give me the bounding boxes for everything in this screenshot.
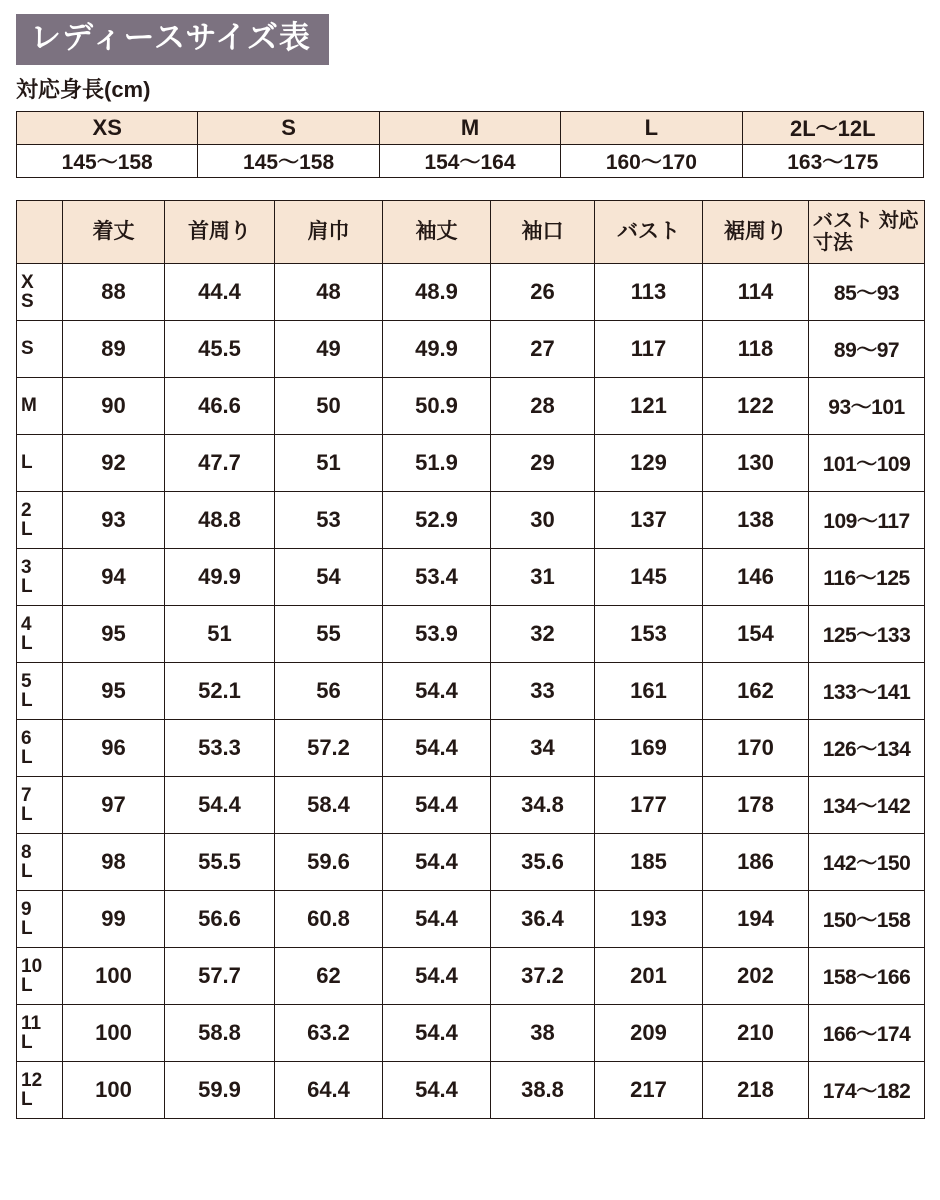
table-cell: 30 (491, 491, 595, 548)
row-size-label-line: M (21, 395, 37, 417)
measurement-table-body (17, 263, 925, 1118)
row-size-label-stack (21, 501, 62, 539)
row-size-label-stack (21, 1014, 62, 1052)
table-cell: 201 (595, 947, 703, 1004)
row-size-label (17, 605, 63, 662)
table-cell: 64.4 (275, 1061, 383, 1118)
table-cell: 210 (703, 1004, 809, 1061)
table-cell: 194 (703, 890, 809, 947)
cell-bust-fit-range: 126〜134 (809, 719, 925, 776)
table-cell: 44.4 (165, 263, 275, 320)
table-cell: 95 (63, 662, 165, 719)
table-cell: 54.4 (383, 662, 491, 719)
row-size-label-line: 7 (21, 784, 32, 806)
table-cell: 170 (703, 719, 809, 776)
row-size-label (17, 776, 63, 833)
row-size-label-line: S (21, 338, 34, 360)
row-size-label-line: L (21, 1088, 33, 1110)
cell-bust-fit-range: 125〜133 (809, 605, 925, 662)
row-size-label-line: 5 (21, 670, 32, 692)
row-size-label-line: L (21, 575, 33, 597)
measurement-table (16, 200, 925, 1119)
table-cell: 54.4 (383, 776, 491, 833)
height-header-xs: XS (17, 111, 198, 144)
table-cell: 92 (63, 434, 165, 491)
cell-bust-fit-range: 158〜166 (809, 947, 925, 1004)
cell-bust-fit-range: 142〜150 (809, 833, 925, 890)
row-size-label-line: L (21, 689, 33, 711)
table-row (17, 605, 925, 662)
table-cell: 122 (703, 377, 809, 434)
table-cell: 93 (63, 491, 165, 548)
table-cell: 53.3 (165, 719, 275, 776)
table-cell: 90 (63, 377, 165, 434)
measurement-header-susomawari: 裾周り (703, 200, 809, 263)
table-cell: 34 (491, 719, 595, 776)
cell-bust-fit-range: 109〜117 (809, 491, 925, 548)
table-cell: 52.9 (383, 491, 491, 548)
row-size-label (17, 263, 63, 320)
row-size-label-line: 10 (21, 955, 43, 977)
table-cell: 26 (491, 263, 595, 320)
table-row (17, 491, 925, 548)
table-row (17, 833, 925, 890)
row-size-label-stack (21, 1071, 62, 1109)
cell-bust-fit-range: 150〜158 (809, 890, 925, 947)
table-cell: 97 (63, 776, 165, 833)
row-size-label-line: 12 (21, 1069, 43, 1091)
height-header-l: L (561, 111, 742, 144)
table-cell: 49.9 (165, 548, 275, 605)
table-cell: 178 (703, 776, 809, 833)
table-cell: 49 (275, 320, 383, 377)
table-cell: 53 (275, 491, 383, 548)
table-cell: 100 (63, 1061, 165, 1118)
height-table-header-row (17, 111, 924, 144)
table-cell: 49.9 (383, 320, 491, 377)
table-cell: 54.4 (383, 947, 491, 1004)
cell-bust-fit-range: 101〜109 (809, 434, 925, 491)
cell-bust-fit-range: 174〜182 (809, 1061, 925, 1118)
table-cell: 98 (63, 833, 165, 890)
row-size-label (17, 1061, 63, 1118)
table-cell: 185 (595, 833, 703, 890)
table-cell: 100 (63, 947, 165, 1004)
row-size-label-line: L (21, 1031, 33, 1053)
table-cell: 137 (595, 491, 703, 548)
row-size-label-line: 8 (21, 841, 32, 863)
bust-fit-line-1: バスト (813, 209, 873, 232)
table-cell: 54.4 (383, 1004, 491, 1061)
table-cell: 121 (595, 377, 703, 434)
table-row (17, 434, 925, 491)
table-cell: 99 (63, 890, 165, 947)
row-size-label-line: 2 (21, 499, 32, 521)
row-size-label-stack (21, 273, 62, 311)
table-row (17, 947, 925, 1004)
table-cell: 186 (703, 833, 809, 890)
table-cell: 129 (595, 434, 703, 491)
table-cell: 56 (275, 662, 383, 719)
table-cell: 31 (491, 548, 595, 605)
table-cell: 88 (63, 263, 165, 320)
table-cell: 60.8 (275, 890, 383, 947)
row-size-label (17, 320, 63, 377)
cell-bust-fit-range: 85〜93 (809, 263, 925, 320)
table-cell: 146 (703, 548, 809, 605)
row-size-label-line: L (21, 746, 33, 768)
table-cell: 51.9 (383, 434, 491, 491)
cell-bust-fit-range: 134〜142 (809, 776, 925, 833)
table-cell: 193 (595, 890, 703, 947)
table-cell: 153 (595, 605, 703, 662)
table-cell: 217 (595, 1061, 703, 1118)
row-size-label (17, 377, 63, 434)
height-table (16, 111, 924, 178)
table-row (17, 320, 925, 377)
row-size-label-line: 9 (21, 898, 32, 920)
table-cell: 55.5 (165, 833, 275, 890)
table-cell: 38 (491, 1004, 595, 1061)
table-cell: 35.6 (491, 833, 595, 890)
table-cell: 57.2 (275, 719, 383, 776)
measurement-header-sodetake: 袖丈 (383, 200, 491, 263)
cell-bust-fit-range: 166〜174 (809, 1004, 925, 1061)
table-cell: 37.2 (491, 947, 595, 1004)
row-size-label (17, 434, 63, 491)
row-size-label-stack (21, 339, 62, 358)
table-cell: 63.2 (275, 1004, 383, 1061)
measurement-header-katahaba: 肩巾 (275, 200, 383, 263)
table-cell: 145 (595, 548, 703, 605)
table-cell: 48.8 (165, 491, 275, 548)
table-cell: 58.4 (275, 776, 383, 833)
row-size-label-stack (21, 729, 62, 767)
row-size-label-line: L (21, 803, 33, 825)
table-cell: 50.9 (383, 377, 491, 434)
table-cell: 45.5 (165, 320, 275, 377)
row-size-label-line: 6 (21, 727, 32, 749)
row-size-label-line: L (21, 860, 33, 882)
table-row (17, 548, 925, 605)
table-row (17, 1061, 925, 1118)
row-size-label-line: L (21, 452, 33, 474)
row-size-label-line: 4 (21, 613, 32, 635)
table-row (17, 719, 925, 776)
table-cell: 177 (595, 776, 703, 833)
cell-bust-fit-range: 93〜101 (809, 377, 925, 434)
table-cell: 54.4 (383, 890, 491, 947)
table-cell: 48 (275, 263, 383, 320)
row-size-label (17, 947, 63, 1004)
height-value-m: 154〜164 (379, 144, 560, 177)
row-size-label-line: L (21, 632, 33, 654)
table-cell: 169 (595, 719, 703, 776)
height-value-xs: 145〜158 (17, 144, 198, 177)
table-cell: 54.4 (383, 1061, 491, 1118)
row-size-label-stack (21, 786, 62, 824)
table-cell: 50 (275, 377, 383, 434)
measurement-header-bust-fit (809, 200, 925, 263)
table-cell: 32 (491, 605, 595, 662)
measurement-header-kubimawari: 首周り (165, 200, 275, 263)
measurement-corner-cell (17, 200, 63, 263)
row-size-label-line: L (21, 974, 33, 996)
table-cell: 114 (703, 263, 809, 320)
table-row (17, 263, 925, 320)
table-cell: 33 (491, 662, 595, 719)
measurement-header-row (17, 200, 925, 263)
row-size-label-stack (21, 843, 62, 881)
table-cell: 162 (703, 662, 809, 719)
table-cell: 47.7 (165, 434, 275, 491)
row-size-label-line: L (21, 518, 33, 540)
table-cell: 36.4 (491, 890, 595, 947)
row-size-label-stack (21, 615, 62, 653)
table-cell: 218 (703, 1061, 809, 1118)
table-cell: 54 (275, 548, 383, 605)
table-cell: 34.8 (491, 776, 595, 833)
table-cell: 48.9 (383, 263, 491, 320)
table-cell: 130 (703, 434, 809, 491)
table-cell: 58.8 (165, 1004, 275, 1061)
table-cell: 51 (165, 605, 275, 662)
row-size-label (17, 719, 63, 776)
measurement-header-bust: バスト (595, 200, 703, 263)
height-section-label: 対応身長(cm) (16, 76, 151, 102)
table-cell: 55 (275, 605, 383, 662)
table-cell: 89 (63, 320, 165, 377)
height-table-value-row (17, 144, 924, 177)
table-cell: 52.1 (165, 662, 275, 719)
table-cell: 138 (703, 491, 809, 548)
table-cell: 51 (275, 434, 383, 491)
measurement-header-sodeguchi: 袖口 (491, 200, 595, 263)
table-cell: 96 (63, 719, 165, 776)
height-value-2l-12l: 163〜175 (742, 144, 923, 177)
row-size-label (17, 491, 63, 548)
table-row (17, 662, 925, 719)
table-cell: 209 (595, 1004, 703, 1061)
table-cell: 54.4 (165, 776, 275, 833)
height-header-s: S (198, 111, 379, 144)
bust-fit-line-2: 対応寸法 (813, 209, 919, 254)
table-cell: 154 (703, 605, 809, 662)
table-cell: 95 (63, 605, 165, 662)
row-size-label-stack (21, 900, 62, 938)
height-value-l: 160〜170 (561, 144, 742, 177)
row-size-label-line: 3 (21, 556, 32, 578)
row-size-label (17, 833, 63, 890)
table-cell: 27 (491, 320, 595, 377)
height-header-2l-12l: 2L〜12L (742, 111, 923, 144)
table-cell: 59.6 (275, 833, 383, 890)
row-size-label (17, 662, 63, 719)
table-cell: 54.4 (383, 833, 491, 890)
row-size-label-stack (21, 672, 62, 710)
table-cell: 94 (63, 548, 165, 605)
table-cell: 53.9 (383, 605, 491, 662)
table-cell: 54.4 (383, 719, 491, 776)
table-cell: 28 (491, 377, 595, 434)
table-row (17, 890, 925, 947)
cell-bust-fit-range: 133〜141 (809, 662, 925, 719)
table-cell: 53.4 (383, 548, 491, 605)
row-size-label-stack (21, 453, 62, 472)
table-row (17, 377, 925, 434)
table-cell: 59.9 (165, 1061, 275, 1118)
height-header-m: M (379, 111, 560, 144)
cell-bust-fit-range: 116〜125 (809, 548, 925, 605)
row-size-label-stack (21, 558, 62, 596)
row-size-label-stack (21, 957, 62, 995)
row-size-label-line: 11 (21, 1012, 42, 1034)
height-value-s: 145〜158 (198, 144, 379, 177)
row-size-label (17, 548, 63, 605)
row-size-label-stack (21, 396, 62, 415)
measurement-header-kitake: 着丈 (63, 200, 165, 263)
table-cell: 100 (63, 1004, 165, 1061)
table-row (17, 776, 925, 833)
table-cell: 62 (275, 947, 383, 1004)
table-cell: 117 (595, 320, 703, 377)
row-size-label (17, 890, 63, 947)
table-cell: 46.6 (165, 377, 275, 434)
row-size-label-line: S (21, 290, 34, 312)
page-title: レディースサイズ表 (16, 14, 329, 65)
table-cell: 161 (595, 662, 703, 719)
row-size-label (17, 1004, 63, 1061)
table-cell: 38.8 (491, 1061, 595, 1118)
row-size-label-line: X (21, 271, 34, 293)
table-cell: 57.7 (165, 947, 275, 1004)
row-size-label-line: L (21, 917, 33, 939)
table-cell: 56.6 (165, 890, 275, 947)
cell-bust-fit-range: 89〜97 (809, 320, 925, 377)
table-row (17, 1004, 925, 1061)
table-cell: 202 (703, 947, 809, 1004)
table-cell: 118 (703, 320, 809, 377)
table-cell: 113 (595, 263, 703, 320)
table-cell: 29 (491, 434, 595, 491)
